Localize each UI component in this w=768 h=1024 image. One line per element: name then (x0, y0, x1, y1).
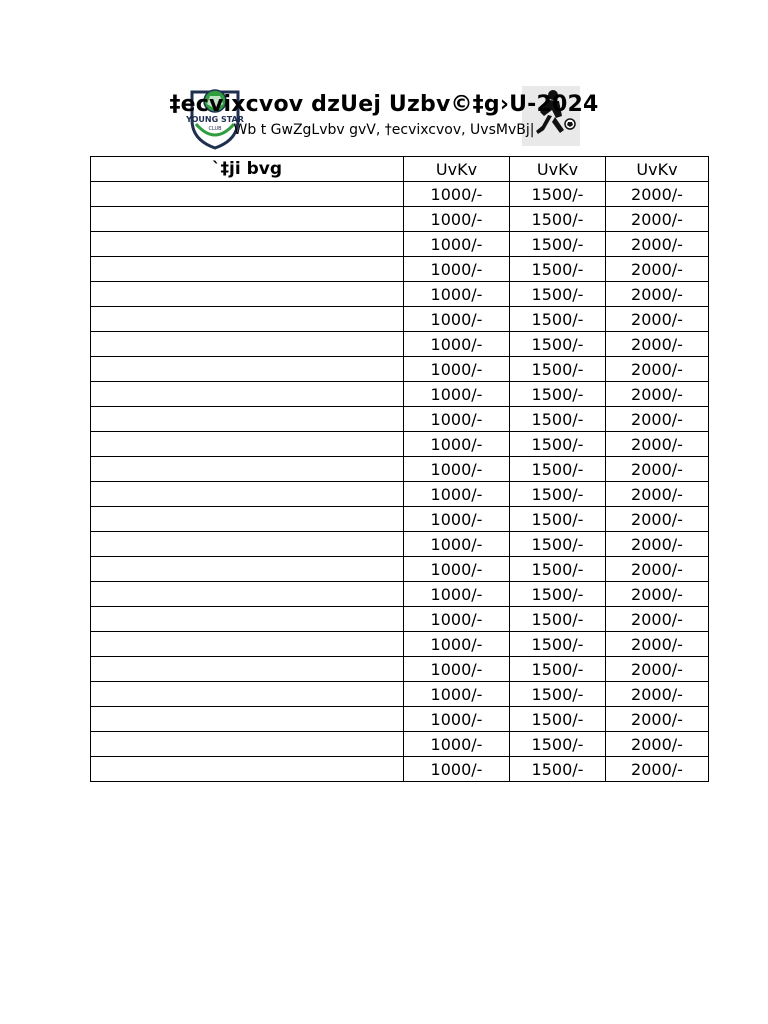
table-row (91, 257, 709, 282)
amount-1000-cell: 1000/- (404, 307, 510, 332)
amount-1500-cell: 1500/- (510, 632, 606, 657)
amount-1500-cell: 1500/- (510, 257, 606, 282)
team-name-cell (91, 632, 404, 657)
team-name-cell (91, 707, 404, 732)
amount-2000-cell: 2000/- (606, 682, 709, 707)
amount-1000-cell: 1000/- (404, 357, 510, 382)
amount-1000-cell: 1000/- (404, 507, 510, 532)
amount-1000-cell: 1000/- (404, 607, 510, 632)
team-name-cell (91, 607, 404, 632)
header-team-name: `‡ji bvg (91, 157, 404, 182)
amount-1500-cell: 1500/- (510, 232, 606, 257)
table-row (91, 632, 709, 657)
team-name-cell (91, 507, 404, 532)
table-row (91, 532, 709, 557)
team-name-cell (91, 307, 404, 332)
table-row (91, 607, 709, 632)
team-name-cell (91, 207, 404, 232)
document-title: ‡ecvixcvov dzUej Uzbv©‡g›U-2024 (169, 92, 599, 117)
amount-2000-cell: 2000/- (606, 632, 709, 657)
table-row (91, 657, 709, 682)
amount-1000-cell: 1000/- (404, 457, 510, 482)
amount-1000-cell: 1000/- (404, 707, 510, 732)
amount-1000-cell: 1000/- (404, 657, 510, 682)
table-row (91, 232, 709, 257)
amount-2000-cell: 2000/- (606, 232, 709, 257)
team-name-cell (91, 407, 404, 432)
amount-1000-cell: 1000/- (404, 682, 510, 707)
amount-2000-cell: 2000/- (606, 732, 709, 757)
amount-2000-cell: 2000/- (606, 582, 709, 607)
team-name-cell (91, 582, 404, 607)
amount-1500-cell: 1500/- (510, 382, 606, 407)
amount-1000-cell: 1000/- (404, 232, 510, 257)
amount-1500-cell: 1500/- (510, 407, 606, 432)
table-row (91, 707, 709, 732)
team-name-cell (91, 257, 404, 282)
amount-1500-cell: 1500/- (510, 457, 606, 482)
team-name-cell (91, 232, 404, 257)
amount-2000-cell: 2000/- (606, 482, 709, 507)
amount-1500-cell: 1500/- (510, 432, 606, 457)
header-amount-3: UvKv (606, 157, 709, 182)
amount-1500-cell: 1500/- (510, 757, 606, 782)
team-name-cell (91, 332, 404, 357)
amount-1000-cell: 1000/- (404, 757, 510, 782)
amount-2000-cell: 2000/- (606, 432, 709, 457)
document-header (0, 80, 768, 150)
team-name-cell (91, 757, 404, 782)
amount-1500-cell: 1500/- (510, 732, 606, 757)
team-name-cell (91, 532, 404, 557)
table-row (91, 332, 709, 357)
table-body (91, 182, 709, 782)
team-name-cell (91, 557, 404, 582)
amount-1500-cell: 1500/- (510, 357, 606, 382)
logo-subtext: CLUB (208, 126, 222, 132)
amount-1500-cell: 1500/- (510, 307, 606, 332)
table-row (91, 382, 709, 407)
amount-1500-cell: 1500/- (510, 182, 606, 207)
amount-1000-cell: 1000/- (404, 382, 510, 407)
amount-2000-cell: 2000/- (606, 707, 709, 732)
amount-1500-cell: 1500/- (510, 657, 606, 682)
amount-1500-cell: 1500/- (510, 682, 606, 707)
amount-1500-cell: 1500/- (510, 557, 606, 582)
amount-1500-cell: 1500/- (510, 532, 606, 557)
amount-1000-cell: 1000/- (404, 532, 510, 557)
table-row (91, 557, 709, 582)
amount-1500-cell: 1500/- (510, 582, 606, 607)
team-name-cell (91, 357, 404, 382)
amount-2000-cell: 2000/- (606, 307, 709, 332)
amount-2000-cell: 2000/- (606, 532, 709, 557)
amount-1500-cell: 1500/- (510, 207, 606, 232)
amount-2000-cell: 2000/- (606, 332, 709, 357)
amount-2000-cell: 2000/- (606, 557, 709, 582)
table-row (91, 482, 709, 507)
amount-2000-cell: 2000/- (606, 607, 709, 632)
table-row (91, 307, 709, 332)
amount-1000-cell: 1000/- (404, 207, 510, 232)
team-name-cell (91, 682, 404, 707)
table-row (91, 732, 709, 757)
fee-table (90, 156, 709, 782)
header-amount-2: UvKv (510, 157, 606, 182)
amount-1500-cell: 1500/- (510, 332, 606, 357)
table-row (91, 282, 709, 307)
table-row (91, 207, 709, 232)
team-name-cell (91, 457, 404, 482)
document-subtitle: Wb t GwZgLvbv gvV, †ecvixcvov, UvsMvBj| (233, 122, 535, 138)
team-name-cell (91, 482, 404, 507)
amount-2000-cell: 2000/- (606, 357, 709, 382)
table-row (91, 457, 709, 482)
amount-1000-cell: 1000/- (404, 582, 510, 607)
team-name-cell (91, 657, 404, 682)
amount-1500-cell: 1500/- (510, 282, 606, 307)
team-name-cell (91, 182, 404, 207)
amount-1000-cell: 1000/- (404, 182, 510, 207)
amount-1000-cell: 1000/- (404, 632, 510, 657)
amount-1000-cell: 1000/- (404, 257, 510, 282)
table-row (91, 182, 709, 207)
amount-1500-cell: 1500/- (510, 607, 606, 632)
amount-1000-cell: 1000/- (404, 407, 510, 432)
amount-2000-cell: 2000/- (606, 407, 709, 432)
amount-1500-cell: 1500/- (510, 507, 606, 532)
table-row (91, 582, 709, 607)
amount-1000-cell: 1000/- (404, 332, 510, 357)
amount-1500-cell: 1500/- (510, 482, 606, 507)
team-name-cell (91, 732, 404, 757)
team-name-cell (91, 382, 404, 407)
amount-2000-cell: 2000/- (606, 657, 709, 682)
table-row (91, 507, 709, 532)
amount-1000-cell: 1000/- (404, 732, 510, 757)
team-name-cell (91, 282, 404, 307)
table-row (91, 682, 709, 707)
amount-1000-cell: 1000/- (404, 282, 510, 307)
amount-2000-cell: 2000/- (606, 257, 709, 282)
amount-1500-cell: 1500/- (510, 707, 606, 732)
table-header-row (91, 157, 709, 182)
amount-1000-cell: 1000/- (404, 432, 510, 457)
amount-2000-cell: 2000/- (606, 507, 709, 532)
logo-text: YOUNG STAR (186, 115, 244, 124)
amount-2000-cell: 2000/- (606, 182, 709, 207)
amount-2000-cell: 2000/- (606, 282, 709, 307)
amount-1000-cell: 1000/- (404, 557, 510, 582)
amount-2000-cell: 2000/- (606, 382, 709, 407)
team-name-cell (91, 432, 404, 457)
table-row (91, 357, 709, 382)
table-row (91, 407, 709, 432)
amount-2000-cell: 2000/- (606, 457, 709, 482)
table-row (91, 432, 709, 457)
amount-1000-cell: 1000/- (404, 482, 510, 507)
amount-2000-cell: 2000/- (606, 757, 709, 782)
header-amount-1: UvKv (404, 157, 510, 182)
amount-2000-cell: 2000/- (606, 207, 709, 232)
table-row (91, 757, 709, 782)
